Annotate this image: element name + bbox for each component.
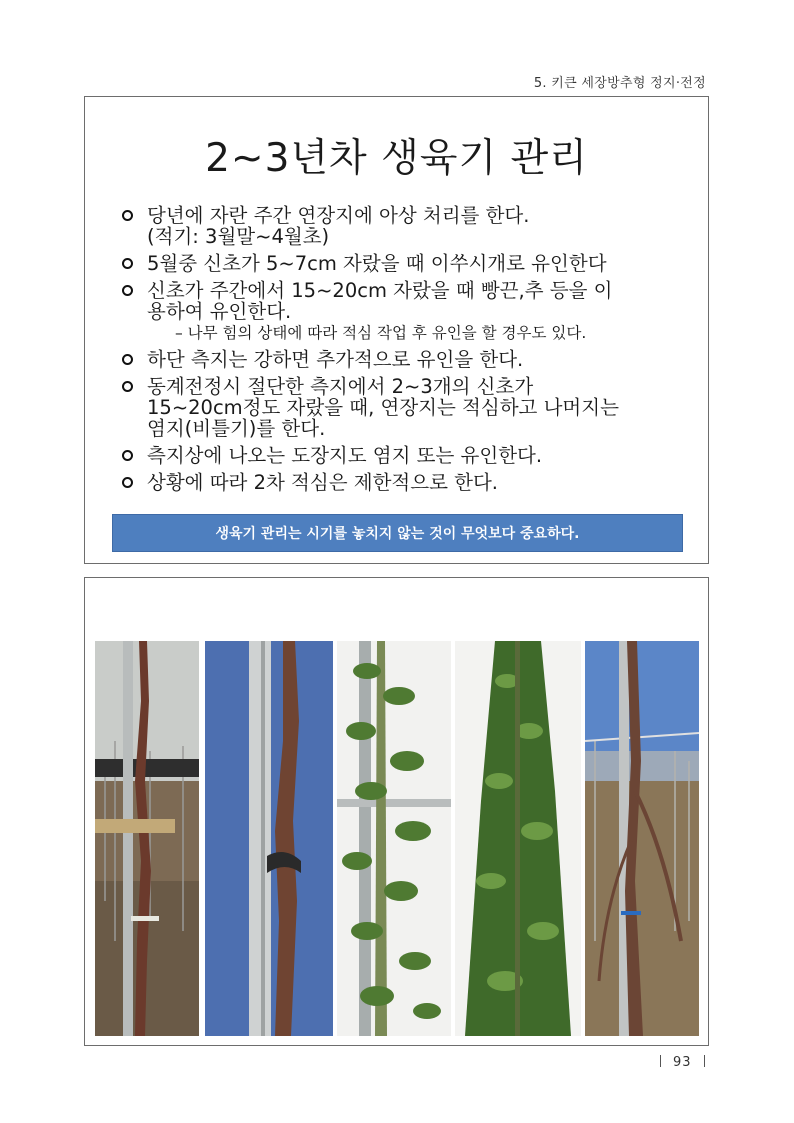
bullet-circle-icon [122,477,133,488]
page-number-divider-right [704,1055,705,1067]
photo-panel [84,577,709,1046]
bullet-item [119,280,689,343]
bullet-text: 동계전정시 절단한 측지에서 2~3개의 신초가 [147,375,534,398]
tree-photo-2 [205,641,333,1036]
slide-panel [84,96,709,564]
bullet-text: 당년에 자란 주간 연장지에 아상 처리를 한다. [147,204,530,227]
page-number [648,1055,717,1070]
bullet-item [119,472,689,493]
highlight-banner: 생육기 관리는 시기를 놓치지 않는 것이 무엇보다 중요하다. [112,514,683,552]
bullet-text: 측지상에 나오는 도장지도 염지 또는 유인한다. [147,444,543,467]
bullet-circle-icon [122,354,133,365]
bullet-text: 용하여 유인한다. [147,300,292,323]
slide-title: 2~3년차 생육기 관리 [205,136,588,181]
tree-photo-5 [585,641,699,1036]
bullet-text: 하단 측지는 강하면 추가적으로 유인을 한다. [147,348,524,371]
sub-bullet-text: – 나무 힘의 상태에 따라 적심 작업 후 유인을 할 경우도 있다. [175,324,587,342]
tree-photo-1 [95,641,199,1036]
bullet-item [119,445,689,466]
running-header: 5. 키큰 세장방추형 정지·전정 [533,76,706,91]
bullet-text: 신초가 주간에서 15~20cm 자랐을 때 빵끈,추 등을 이 [147,279,613,302]
bullet-text: 염지(비틀기)를 한다. [147,417,326,440]
bullet-list [119,205,689,499]
bullet-item [119,376,689,439]
tree-photo-4 [455,641,581,1036]
bullet-item [119,205,689,247]
bullet-text: 상황에 따라 2차 적심은 제한적으로 한다. [147,471,498,494]
bullet-circle-icon [122,450,133,461]
bullet-circle-icon [122,258,133,269]
bullet-text: 5월중 신초가 5~7cm 자랐을 때 이쑤시개로 유인한다 [147,252,607,275]
bullet-item [119,349,689,370]
bullet-item [119,253,689,274]
tree-photo-3 [337,641,451,1036]
page-number-value: 93 [673,1055,692,1070]
bullet-circle-icon [122,210,133,221]
page-number-divider-left [660,1055,661,1067]
bullet-circle-icon [122,285,133,296]
bullet-text: 15~20cm정도 자랐을 때, 연장지는 적심하고 나머지는 [147,396,619,419]
bullet-circle-icon [122,381,133,392]
bullet-text: (적기: 3월말~4월초) [147,225,330,248]
